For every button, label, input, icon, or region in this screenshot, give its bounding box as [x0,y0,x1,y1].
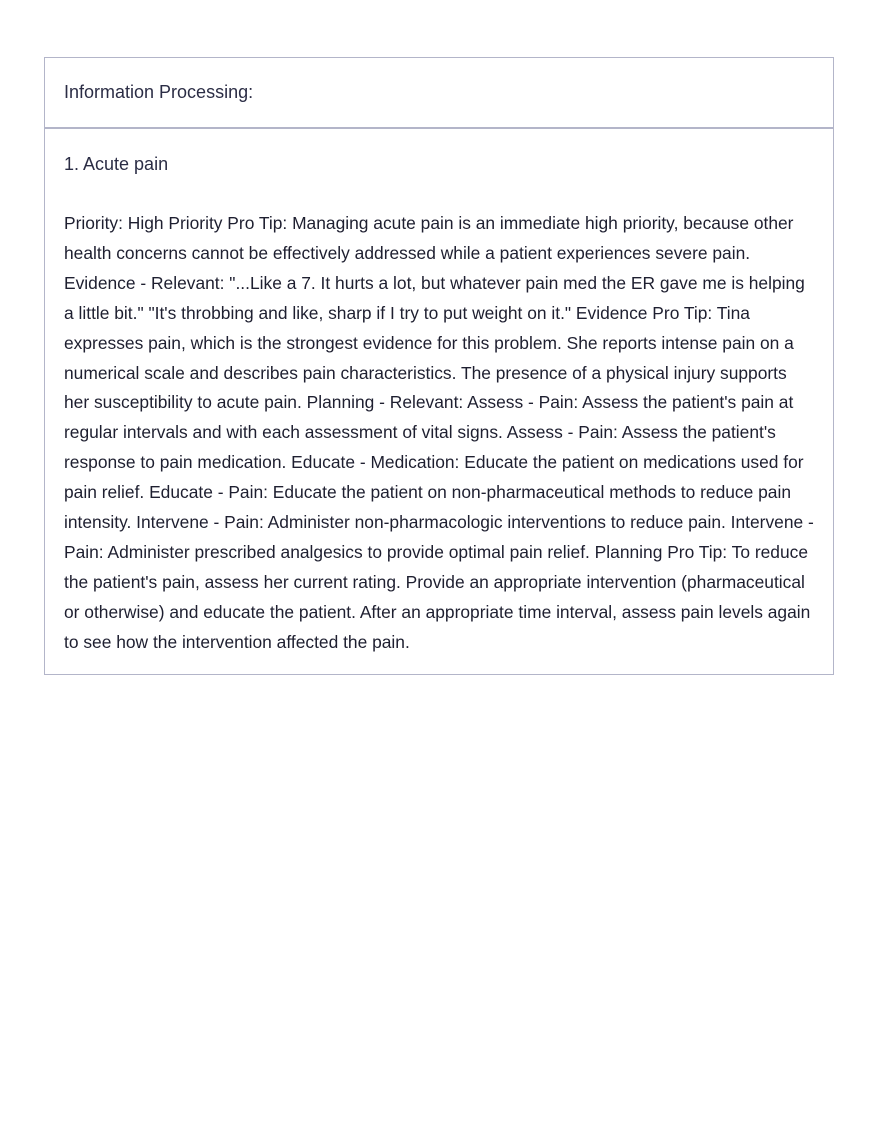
section-title: Information Processing: [64,82,254,102]
card-header [45,58,833,129]
problem-description: Priority: High Priority Pro Tip: Managing acute pain is an immediate high priority, because other health concerns cannot be effectively addressed while a patient experiences severe pain. Evidence - Relevant: "...Like a 7. It hurts a lot, but whatever pain med the ER gave me is helping a little bit." "It's throbbing and like, sharp if I try to put weight on it." Evidence Pro Tip: Tina expresses pain, which is the strongest evidence for this problem. She reports intense pain on a numerical scale and describes pain characteristics. The presence of a physical injury supports her susceptibility to acute pain. Planning - Relevant: Assess - Pain: Assess the patient's pain at regular intervals and with each assessment of vital signs. Assess - Pain: Assess the patient's response to pain medication. Educate - Medication: Educate the patient on medications used for pain relief. Educate - Pain: Educate the patient on non-pharmaceutical methods to reduce pain intensity. Intervene - Pain: Administer non-pharmacologic interventions to reduce pain. Intervene - Pain: Administer prescribed analgesics to provide optimal pain relief. Planning Pro Tip: To reduce the patient's pain, assess her current rating. Provide an appropriate intervention (pharmaceutical or otherwise) and educate the patient. After an appropriate time interval, assess pain levels again to see how the intervention affected the pain. [64,213,814,652]
card-content [45,129,833,674]
information-processing-card [44,57,834,675]
problem-title: 1. Acute pain [64,154,169,174]
